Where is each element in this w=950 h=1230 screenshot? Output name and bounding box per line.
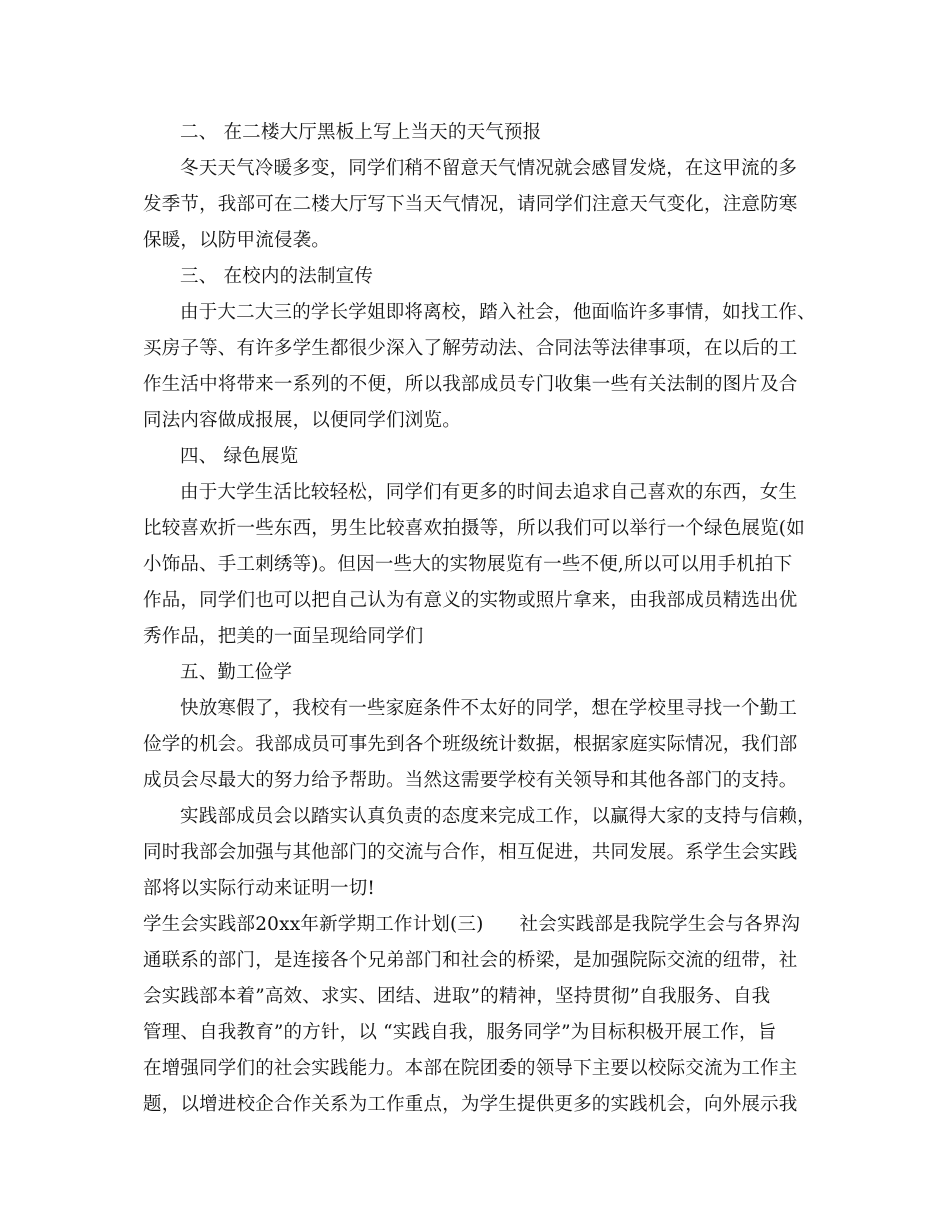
paragraph-line: 发季节，我部可在二楼大厅写下当天气情况，请同学们注意天气变化，注意防寒 <box>143 194 798 215</box>
title-line <box>143 907 811 943</box>
section-heading-4: 四、 绿色展览 <box>180 446 299 467</box>
plan-title: 学生会实践部20xx年新学期工作计划(三) <box>143 914 484 935</box>
paragraph-line: 同时我部会加强与其他部门的交流与合作，相互促进，共同发展。系学生会实践 <box>143 842 798 863</box>
paragraph-line: 实践部成员会以踏实认真负责的态度来完成工作，以赢得大家的支持与信赖， <box>180 806 816 827</box>
paragraph-line: 管理、自我教育”的方针，以 “实践自我，服务同学”为目标积极开展工作，旨 <box>143 1022 777 1043</box>
section-heading-5: 五、勤工俭学 <box>180 662 293 683</box>
paragraph-line: 由于大二大三的学长学姐即将离校，踏入社会，他面临许多事情，如找工作、 <box>180 302 816 323</box>
paragraph-line: 会实践部本着”高效、求实、团结、进取”的精神，坚持贯彻”自我服务、自我 <box>143 986 771 1007</box>
paragraph-line: 俭学的机会。我部成员可事先到各个班级统计数据，根据家庭实际情况，我们部 <box>143 734 798 755</box>
document-body <box>143 115 816 1123</box>
paragraph-line: 冬天天气冷暖多变，同学们稍不留意天气情况就会感冒发烧，在这甲流的多 <box>180 158 798 179</box>
paragraph-line: 买房子等、有许多学生都很少深入了解劳动法、合同法等法律事项，在以后的工 <box>143 338 798 359</box>
paragraph-line: 由于大学生活比较轻松，同学们有更多的时间去追求自己喜欢的东西，女生 <box>180 482 798 503</box>
plan-intro: 社会实践部是我院学生会与各界沟 <box>519 914 801 935</box>
paragraph-line: 作生活中将带来一系列的不便，所以我部成员专门收集一些有关法制的图片及合 <box>143 374 798 395</box>
paragraph-line: 在增强同学们的社会实践能力。本部在院团委的领导下主要以校际交流为工作主 <box>143 1058 798 1079</box>
paragraph-line: 比较喜欢折一些东西，男生比较喜欢拍摄等，所以我们可以举行一个绿色展览(如 <box>143 518 805 539</box>
section-heading-3: 三、 在校内的法制宣传 <box>180 266 374 287</box>
paragraph-line: 成员会尽最大的努力给予帮助。当然这需要学校有关领导和其他各部门的支持。 <box>143 770 798 791</box>
paragraph-line: 题，以增进校企合作关系为工作重点，为学生提供更多的实践机会，向外展示我 <box>143 1094 798 1115</box>
paragraph-line: 部将以实际行动来证明一切! <box>143 878 376 899</box>
paragraph-line: 秀作品，把美的一面呈现给同学们 <box>143 626 424 647</box>
paragraph-line: 通联系的部门，是连接各个兄弟部门和社会的桥梁，是加强院际交流的纽带，社 <box>143 950 798 971</box>
paragraph-line: 保暖，以防甲流侵袭。 <box>143 230 331 251</box>
section-heading-2: 二、 在二楼大厅黑板上写上当天的天气预报 <box>180 122 542 143</box>
paragraph-line: 快放寒假了，我校有一些家庭条件不太好的同学，想在学校里寻找一个勤工 <box>180 698 798 719</box>
paragraph-line: 作品，同学们也可以把自己认为有意义的实物或照片拿来，由我部成员精选出优 <box>143 590 798 611</box>
paragraph-line: 小饰品、手工刺绣等)。但因一些大的实物展览有一些不便,所以可以用手机拍下 <box>143 554 793 575</box>
paragraph-line: 同法内容做成报展，以便同学们浏览。 <box>143 410 461 431</box>
